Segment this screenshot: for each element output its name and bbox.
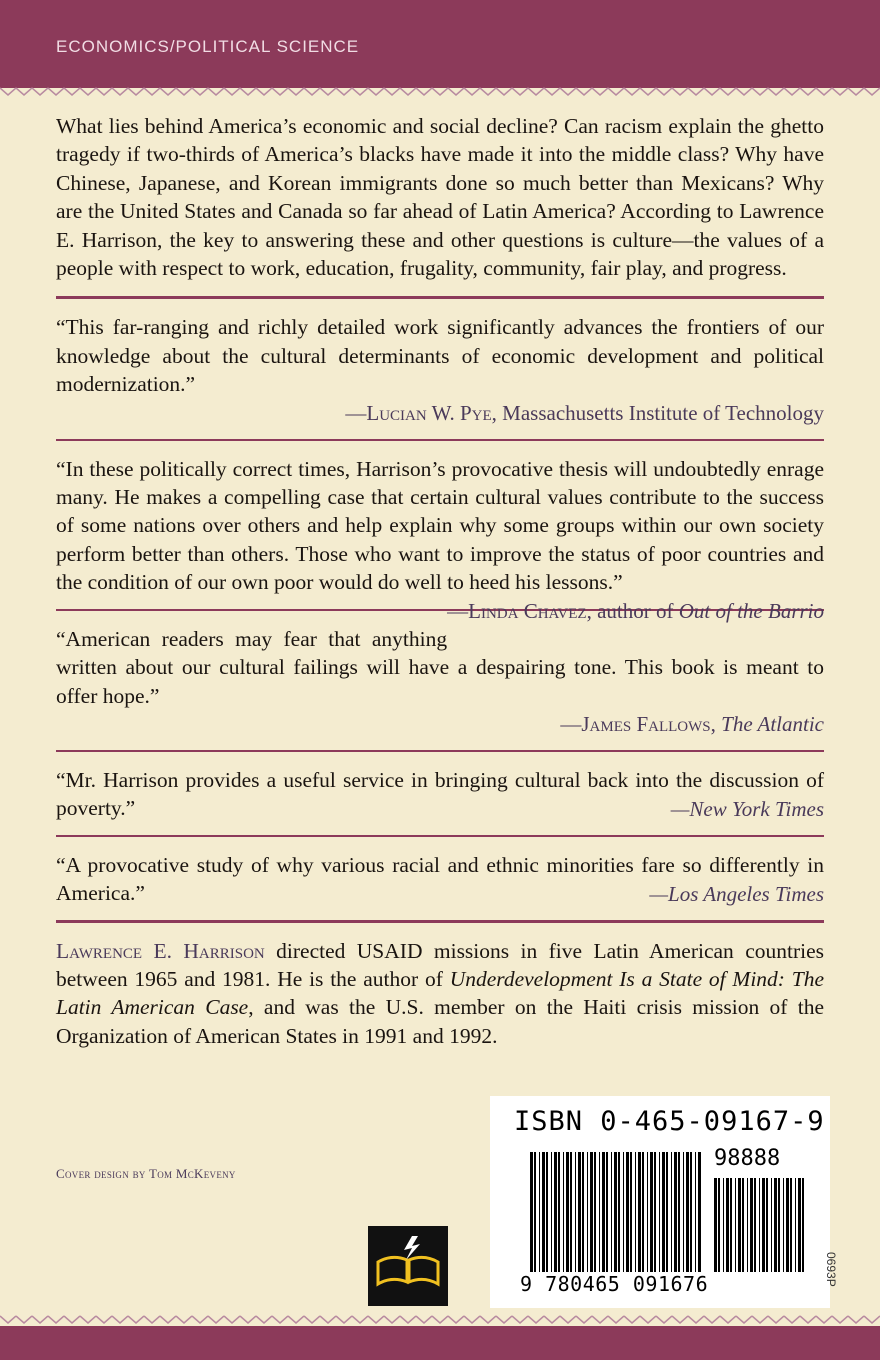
quote-attribution: —Linda Chavez, author of Out of the Barrio: [447, 598, 824, 623]
quote-block-3: [56, 611, 824, 750]
quote-text: “American readers may fear that anything written about our cultural failings will have a despairing tone. This book is meant to offer hope.”: [56, 626, 824, 708]
quote-block-5: [56, 837, 824, 920]
quote-attribution: —New York Times: [670, 796, 824, 821]
isbn-label: ISBN 0-465-09167-9: [514, 1106, 825, 1137]
quote-author: Lucian W. Pye: [366, 400, 492, 425]
quote-attribution: —Los Angeles Times: [649, 881, 824, 906]
quote-author: Linda Chavez: [468, 598, 587, 623]
addon-barcode: [714, 1178, 806, 1272]
quote-text: “A provocative study of why various racial and ethnic minorities fare so differently in America.”: [56, 852, 824, 906]
bottom-zigzag-border: [0, 1314, 880, 1326]
ean-digits: 9 780465 091676: [520, 1272, 709, 1296]
book-title: Underdevelopment Is a State of Mind: The Latin American Case: [56, 966, 824, 1020]
quote-attribution: —Lucian W. Pye, Massachusetts Institute of Technology: [345, 400, 824, 425]
quote-block-4: [56, 752, 824, 835]
cover-design-credit: Cover design by Tom McKeveny: [56, 1166, 236, 1181]
bottom-band: [0, 1326, 880, 1360]
quote-block-1: [56, 299, 824, 438]
open-book-with-lightning-icon: [368, 1226, 448, 1306]
intro-paragraph: What lies behind America’s economic and social decline? Can racism explain the ghetto tragedy if two-thirds of America’s blacks have made it into the middle class? Why have Chinese, Japanese, and Korean immigrants done so much better than Mexicans? Why are the United States and Canada so far ahead of Latin America? According to Lawrence E. Harrison, the key to answering these and other questions is culture—the values of a people with respect to work, education, frugality, community, fair play, and progress.: [56, 114, 824, 281]
quote-source: Los Angeles Times: [668, 881, 824, 906]
ean-barcode: [530, 1152, 702, 1272]
quote-block-2: [56, 441, 824, 623]
price-code: 98888: [714, 1146, 781, 1171]
top-band: [0, 0, 880, 88]
quote-text: “This far-ranging and richly detailed work significantly advances the frontiers of our knowledge about the cultural determinants of economic development and political modernization.”: [56, 315, 824, 397]
quote-text: “Mr. Harrison provides a useful service in bringing cultural back into the discussion of poverty.”: [56, 767, 824, 821]
quote-author: James Fallows: [581, 711, 711, 736]
quote-attribution: —James Fallows, The Atlantic: [560, 711, 824, 736]
quote-source: New York Times: [689, 796, 824, 821]
side-code: 0693P: [824, 1252, 838, 1287]
author-bio: Lawrence E. Harrison directed USAID missions in five Latin American countries between 1965 and 1981. He is the author of Underdevelopment Is a State of Mind: The Latin American Case, and was the U.S. member on the Haiti crisis mission of the Organization of American States in 1991 and 1992.: [56, 938, 824, 1048]
top-zigzag-border: [0, 86, 880, 98]
quote-text: “In these politically correct times, Harrison’s provocative thesis will undoubtedly enrage many. He makes a compelling case that certain cultural values contribute to the success of some nations over others and help explain why some groups within our own society perform better than others. Those who want to improve the status of poor countries and the condition of our own poor would do well to heed his lessons.” —Linda Chavez, author of Out of the Barrio: [56, 455, 824, 597]
author-name: Lawrence E. Harrison: [56, 938, 265, 963]
category-label: ECONOMICS/POLITICAL SCIENCE: [56, 37, 360, 56]
back-cover-content: [56, 112, 824, 1050]
barcode-panel: [490, 1096, 830, 1308]
